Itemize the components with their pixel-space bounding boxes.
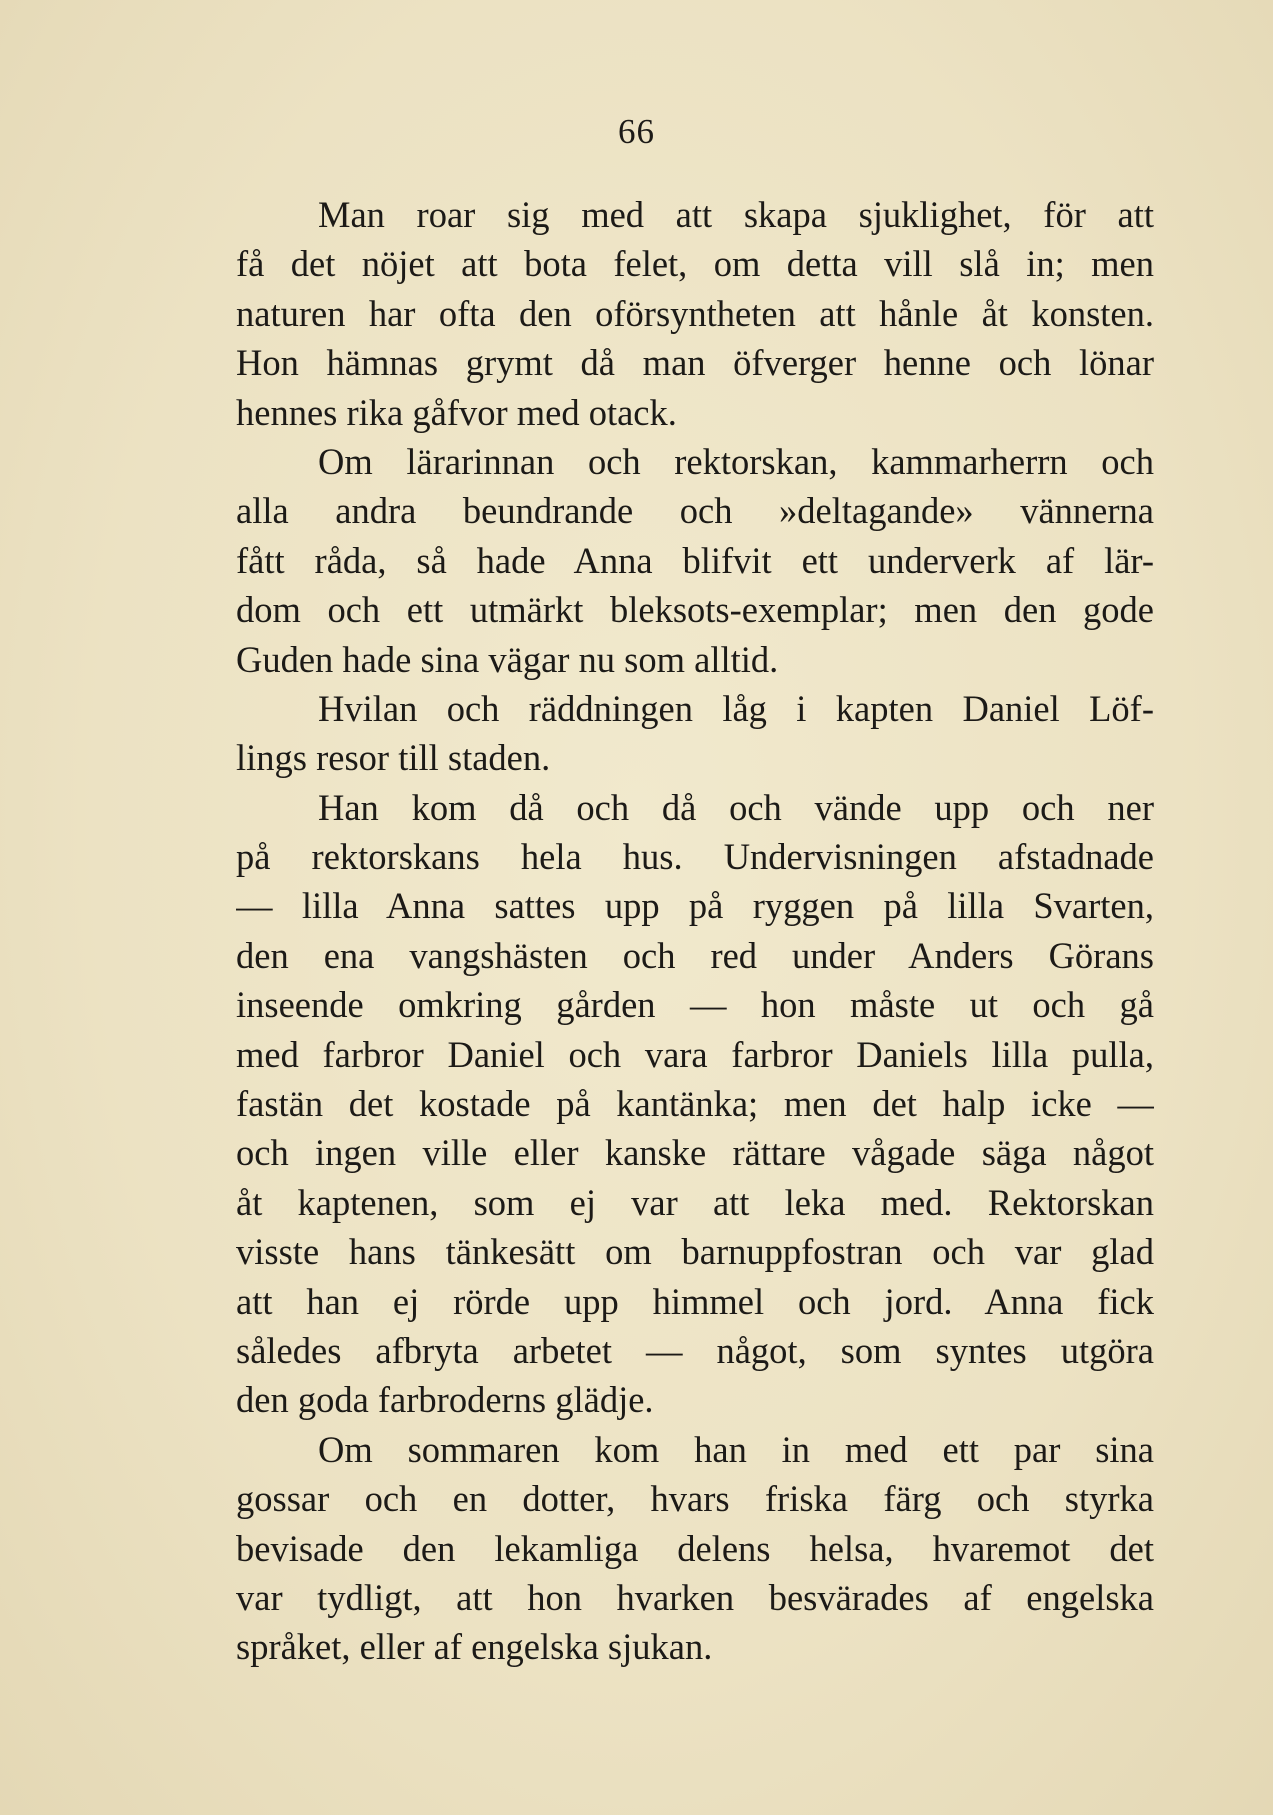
text-line: den goda farbroderns glädje. — [236, 1379, 654, 1421]
text-line: bevisade den lekamliga delens helsa, hvaremot det — [236, 1527, 1154, 1569]
text-line: Om lärarinnan och rektorskan, kammarherrn och — [318, 440, 1154, 482]
text-line: lings resor till staden. — [236, 737, 551, 779]
text-line: således afbryta arbetet — något, som syntes utgöra — [236, 1329, 1154, 1371]
text-line: att han ej rörde upp himmel och jord. Anna fick — [236, 1280, 1154, 1322]
text-line: hennes rika gåfvor med otack. — [236, 391, 677, 433]
page-number: 66 — [618, 112, 655, 151]
text-line: Hon hämnas grymt då man öfverger henne och lönar — [236, 342, 1154, 384]
text-line: inseende omkring gården — hon måste ut och gå — [236, 984, 1154, 1026]
text-line: alla andra beundrande och »deltagande» vännerna — [236, 490, 1154, 532]
text-line: Guden hade sina vägar nu som alltid. — [236, 638, 779, 680]
text-line: visste hans tänkesätt om barnuppfostran och var glad — [236, 1231, 1154, 1273]
text-line: åt kaptenen, som ej var att leka med. Rektorskan — [236, 1181, 1154, 1223]
text-line: få det nöjet att bota felet, om detta vill slå in; men — [236, 243, 1154, 285]
text-line: Man roar sig med att skapa sjuklighet, för att — [318, 194, 1154, 235]
text-line: Om sommaren kom han in med ett par sina — [318, 1428, 1154, 1470]
text-line: Hvilan och räddningen låg i kapten Daniel Löf- — [318, 687, 1154, 729]
text-line: på rektorskans hela hus. Undervisningen afstadnade — [236, 836, 1154, 878]
text-line: Han kom då och då och vände upp och ner — [318, 786, 1154, 828]
text-line: var tydligt, att hon hvarken besvärades af engelska — [236, 1576, 1154, 1618]
text-line: gossar och en dotter, hvars friska färg och styrka — [236, 1478, 1154, 1520]
text-line: fått råda, så hade Anna blifvit ett underverk af lär- — [236, 539, 1154, 581]
text-line: fastän det kostade på kantänka; men det halp icke — — [236, 1083, 1154, 1125]
text-line: och ingen ville eller kanske rättare vågade säga något — [236, 1132, 1154, 1174]
text-line: dom och ett utmärkt bleksots-exemplar; men den gode — [236, 589, 1154, 631]
text-line: naturen har ofta den oförsyntheten att hånle åt konsten. — [236, 292, 1154, 334]
body-text — [236, 190, 1154, 1672]
text-line: den ena vangshästen och red under Anders Görans — [236, 934, 1154, 976]
text-line: — lilla Anna sattes upp på ryggen på lilla Svarten, — [236, 885, 1154, 927]
text-line: med farbror Daniel och vara farbror Daniels lilla pulla, — [236, 1033, 1154, 1075]
text-line: språket, eller af engelska sjukan. — [236, 1626, 713, 1668]
